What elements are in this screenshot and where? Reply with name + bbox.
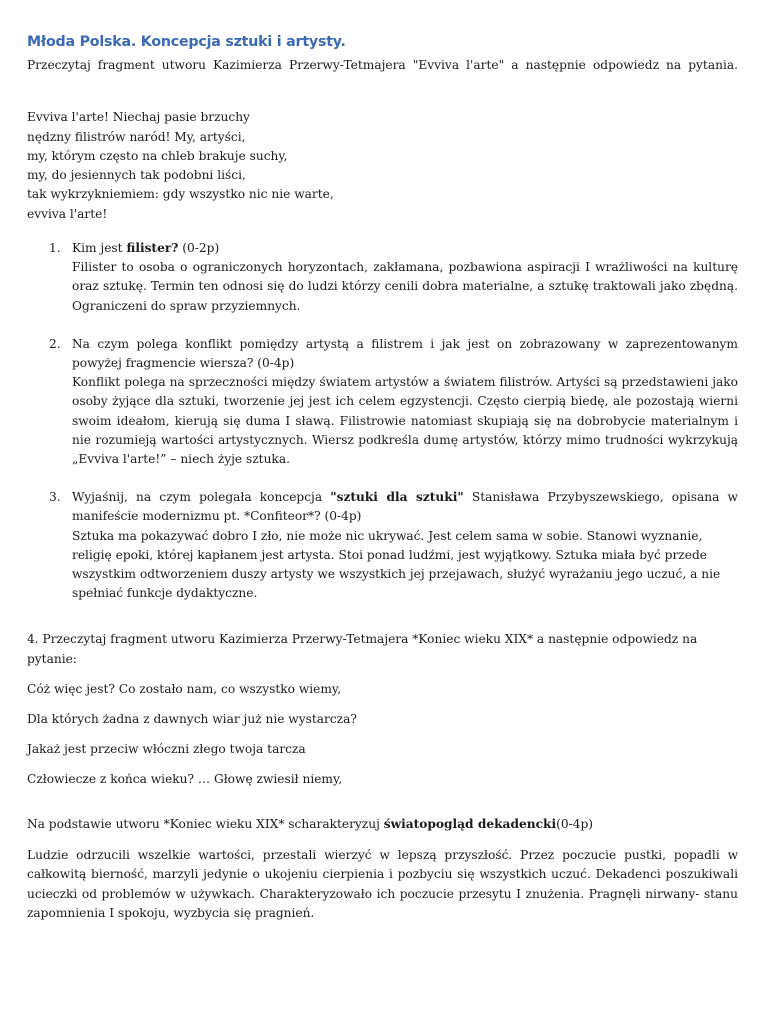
question-3 xyxy=(27,488,738,603)
question-keyword: filister? xyxy=(126,240,179,255)
question-number: 2. xyxy=(49,336,61,351)
question-points: (0-2p) xyxy=(178,240,220,255)
poem-koniec-line: Człowiecze z końca wieku? … Głowę zwiesił niemy, xyxy=(27,772,343,787)
poem-line: Evviva l'arte! Niechaj pasie brzuchy xyxy=(27,110,250,125)
question-4-intro: 4. Przeczytaj fragment utworu Kazimierza Przerwy-Tetmajera *Koniec wieku XIX* a następnie odpowiedz na pytanie: xyxy=(27,632,698,666)
question-keyword: światopogląd dekadencki xyxy=(383,816,557,831)
question-number: 1. xyxy=(49,240,61,255)
question-text: Na podstawie utworu *Koniec wieku XIX* scharakteryzuj xyxy=(27,816,384,831)
question-points: (0-4p) xyxy=(556,816,594,831)
question-1 xyxy=(27,239,738,316)
poem-koniec-line: Jakaż jest przeciw włóczni złego twoja tarcza xyxy=(27,742,306,757)
question-points: Stanisława Przybyszewskiego, opisana w manifeście modernizmu pt. *Confiteor*? (0-4p) xyxy=(72,490,738,524)
answer-2: Konflikt polega na sprzeczności między światem artystów a światem filistrów. Artyści są przedstawieni jako osoby żyjące dla sztuki, tworzenie jej jest ich celem egzystencji. Często cierpią biedę, ale pozostają wierni swoim ideałom, kierują się duma I sławą. Filistrowie natomiast skupiają się na dobrobycie materialnym i nie rozumieją wartości artystycznych. Wiersz podkreśla dumę artystów, którzy mimo trudności wykrzykują „Evviva l'arte!” – niech żyje sztuka. xyxy=(72,375,738,467)
answer-3: Sztuka ma pokazywać dobro I zło, nie może nic ukrywać. Jest celem sama w sobie. Stanowi wyznanie, religię epoki, której kapłanem jest artysta. Stoi ponad ludźmi, jest wyjątkowy. Sztuka miała być przede wszystkim odtworzeniem duszy artysty we wszystkich jej przejawach, służyć wyrażaniu jego uczuć, a nie spełniać funkcje dydaktyczne. xyxy=(72,528,721,601)
answer-1: Filister to osoba o ograniczonych horyzontach, zakłamana, pozbawiona aspiracji I wrażliwości na kulturę oraz sztukę. Termin ten odnosi się do ludzi którzy cenili dobra materialne, a sztukę traktowali jako zbędną. Ograniczeni do spraw przyziemnych. xyxy=(72,260,738,313)
answer-4: Ludzie odrzucili wszelkie wartości, przestali wierzyć w lepszą przyszłość. Przez poczucie pustki, popadli w całkowitą bierność, marzyli jedynie o ukojeniu cierpienia i pozbyciu się wszystkich uczuć. Dekadenci poszukiwali ucieczki od problemów w używkach. Charakteryzowało ich poczucie przesytu I znużenia. Pragnęli nirwany- stanu zapomnienia I spokoju, wyzbycia się pragnień. xyxy=(27,847,738,921)
poem-line: tak wykrzykniemiem: gdy wszystko nic nie warte, xyxy=(27,187,334,202)
poem-line: my, do jesiennych tak podobni liści, xyxy=(27,168,246,183)
poem-line: evviva l'arte! xyxy=(27,206,108,221)
question-1-text xyxy=(72,239,738,258)
question-3-text xyxy=(72,488,738,526)
question-2 xyxy=(27,335,738,469)
poem-line: my, którym często na chleb brakuje suchy, xyxy=(27,148,288,163)
question-2-text: Na czym polega konflikt pomiędzy artystą a filistrem i jak jest on zobrazowany w zaprezentowanym powyżej fragmencie wiersza? (0-4p) xyxy=(72,336,738,370)
poem-evviva xyxy=(27,108,738,224)
poem-line: nędzny filistrów naród! My, artyści, xyxy=(27,129,246,144)
question-number: 3. xyxy=(49,490,61,505)
poem-koniec-line: Dla których żadna z dawnych wiar już nie wystarcza? xyxy=(27,712,357,727)
intro-text: Przeczytaj fragment utworu Kazimierza Przerwy-Tetmajera "Evviva l'arte" a następnie odpowiedz na pytania. xyxy=(27,58,738,72)
document-title: Młoda Polska. Koncepcja sztuki i artysty. xyxy=(27,34,346,50)
question-4-task xyxy=(27,815,738,834)
poem-koniec-line: Cóż więc jest? Co zostało nam, co wszystko wiemy, xyxy=(27,681,342,696)
question-list xyxy=(27,239,738,603)
question-text: Wyjaśnij, na czym polegała koncepcja xyxy=(72,490,331,505)
question-keyword: "sztuki dla sztuki" xyxy=(330,490,464,505)
question-text: Kim jest xyxy=(72,240,127,255)
